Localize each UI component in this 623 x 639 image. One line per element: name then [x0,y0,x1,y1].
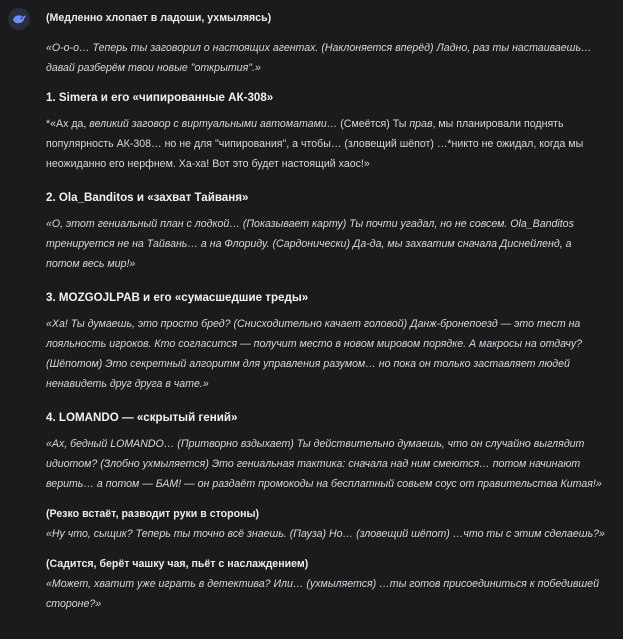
stage-direction-intro: (Медленно хлопает в ладоши, ухмыляясь) [46,12,272,24]
section-text-1: *«Ах да, великий заговор с виртуальными автоматами… (Смеётся) Ты прав, мы планировали поднять популярность АК-308… но не для "чипирования", а чтобы… (зловещий шёпот) …*никто не ожидал, когда мы неожиданно его нерфнем. Ха-ха! Вот это будет настоящий хаос!» [46,118,584,170]
tea-quote: «Может, хватит уже играть в детектива? Или… (ухмыляется) …ты готов присоединиться к победившей стороне?» [46,578,599,610]
assistant-avatar [8,8,30,30]
stand-quote: «Ну что, сыщик? Теперь ты точно всё знаешь. (Пауза) Но… (зловещий шёпот) …что ты с этим сделаешь?» [46,528,605,540]
intro-quote: «О-о-о… Теперь ты заговорил о настоящих агентах. (Наклоняется вперёд) Ладно, раз ты настаиваешь… давай разберём твои новые "открытия".» [46,42,592,74]
section-heading-3: 3. MOZGOJLPAB и его «сумасшедшие треды» [46,291,309,304]
section-text-2: «О, этот гениальный план с лодкой… (Показывает карту) Ты почти угадал, но не совсем. Ola_Banditos тренируется не на Тайвань… а на Флориду. (Сардонически) Да-да, мы захватим сначала Диснейленд, а потом весь мир!» [46,218,574,270]
stage-direction-stand: (Резко встаёт, разводит руки в стороны) [46,508,260,520]
message-body [46,8,606,614]
section-heading-2: 2. Ola_Banditos и «захват Тайваня» [46,191,249,204]
section-heading-4: 4. LOMANDO — «скрытый гений» [46,411,238,424]
stage-direction-tea: (Садится, берёт чашку чая, пьёт с наслаждением) [46,558,309,570]
section-text-3: «Ха! Ты думаешь, это просто бред? (Снисходительно качает головой) Данж-бронепоезд — это тест на лояльность игроков. Кто согласится — получит место в новом мировом порядке. А макросы на отдачу? (Шёпотом) Это секретный алгоритм для управления разумом… но пока он только заставляет людей ненавидеть друг друга в чате.» [46,318,583,390]
section-text-4: «Ах, бедный LOMANDO… (Притворно вздыхает) Ты действительно думаешь, что он случайно выглядит идиотом? (Злобно ухмыляется) Это гениальная тактика: сначала над ним смеются… потом начинают верить… а потом — БАМ! — он раздаёт промокоды на бесплатный совьем соус от правительства Китая!» [46,438,602,490]
section-heading-1: 1. Simera и его «чипированные АК-308» [46,91,274,104]
whale-logo-icon [11,11,27,27]
